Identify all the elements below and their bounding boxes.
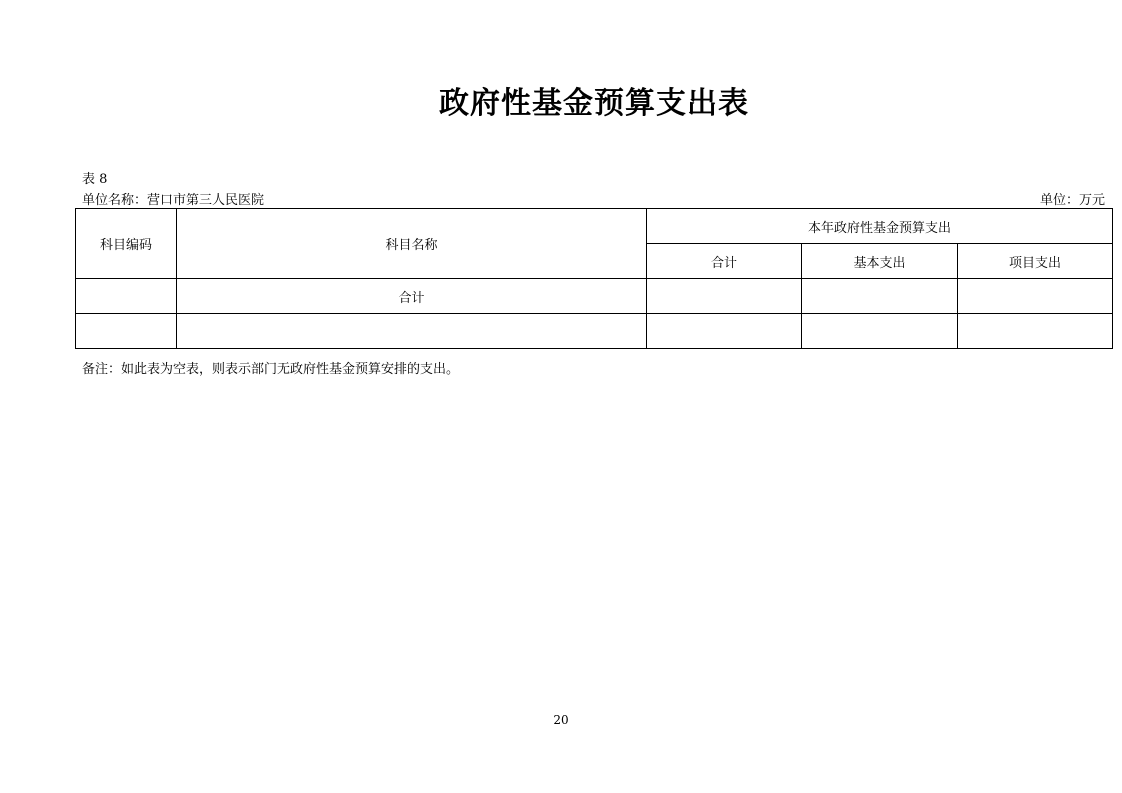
row-basic <box>802 279 958 314</box>
unit-name: 单位名称：营口市第三人民医院 <box>82 193 265 208</box>
row-project <box>958 279 1113 314</box>
budget-table <box>75 208 1113 349</box>
table-note: 备注：如此表为空表，则表示部门无政府性基金预算安排的支出。 <box>82 362 460 377</box>
row-total <box>647 279 802 314</box>
page-number: 20 <box>553 713 569 727</box>
row-code <box>76 314 177 349</box>
row-project <box>958 314 1113 349</box>
currency-unit: 单位：万元 <box>1039 193 1105 208</box>
header-group: 本年政府性基金预算支出 <box>647 209 1113 244</box>
row-basic <box>802 314 958 349</box>
row-name <box>177 314 647 349</box>
table-row <box>76 314 1113 349</box>
header-project: 项目支出 <box>958 244 1113 279</box>
header-basic: 基本支出 <box>802 244 958 279</box>
row-total <box>647 314 802 349</box>
header-total: 合计 <box>647 244 802 279</box>
table-row <box>76 279 1113 314</box>
row-name: 合计 <box>177 279 647 314</box>
page-title: 政府性基金预算支出表 <box>439 86 749 121</box>
header-code: 科目编码 <box>76 209 177 279</box>
table-number: 表 8 <box>82 172 108 187</box>
row-code <box>76 279 177 314</box>
header-name: 科目名称 <box>177 209 647 279</box>
header-row-1 <box>76 209 1113 244</box>
